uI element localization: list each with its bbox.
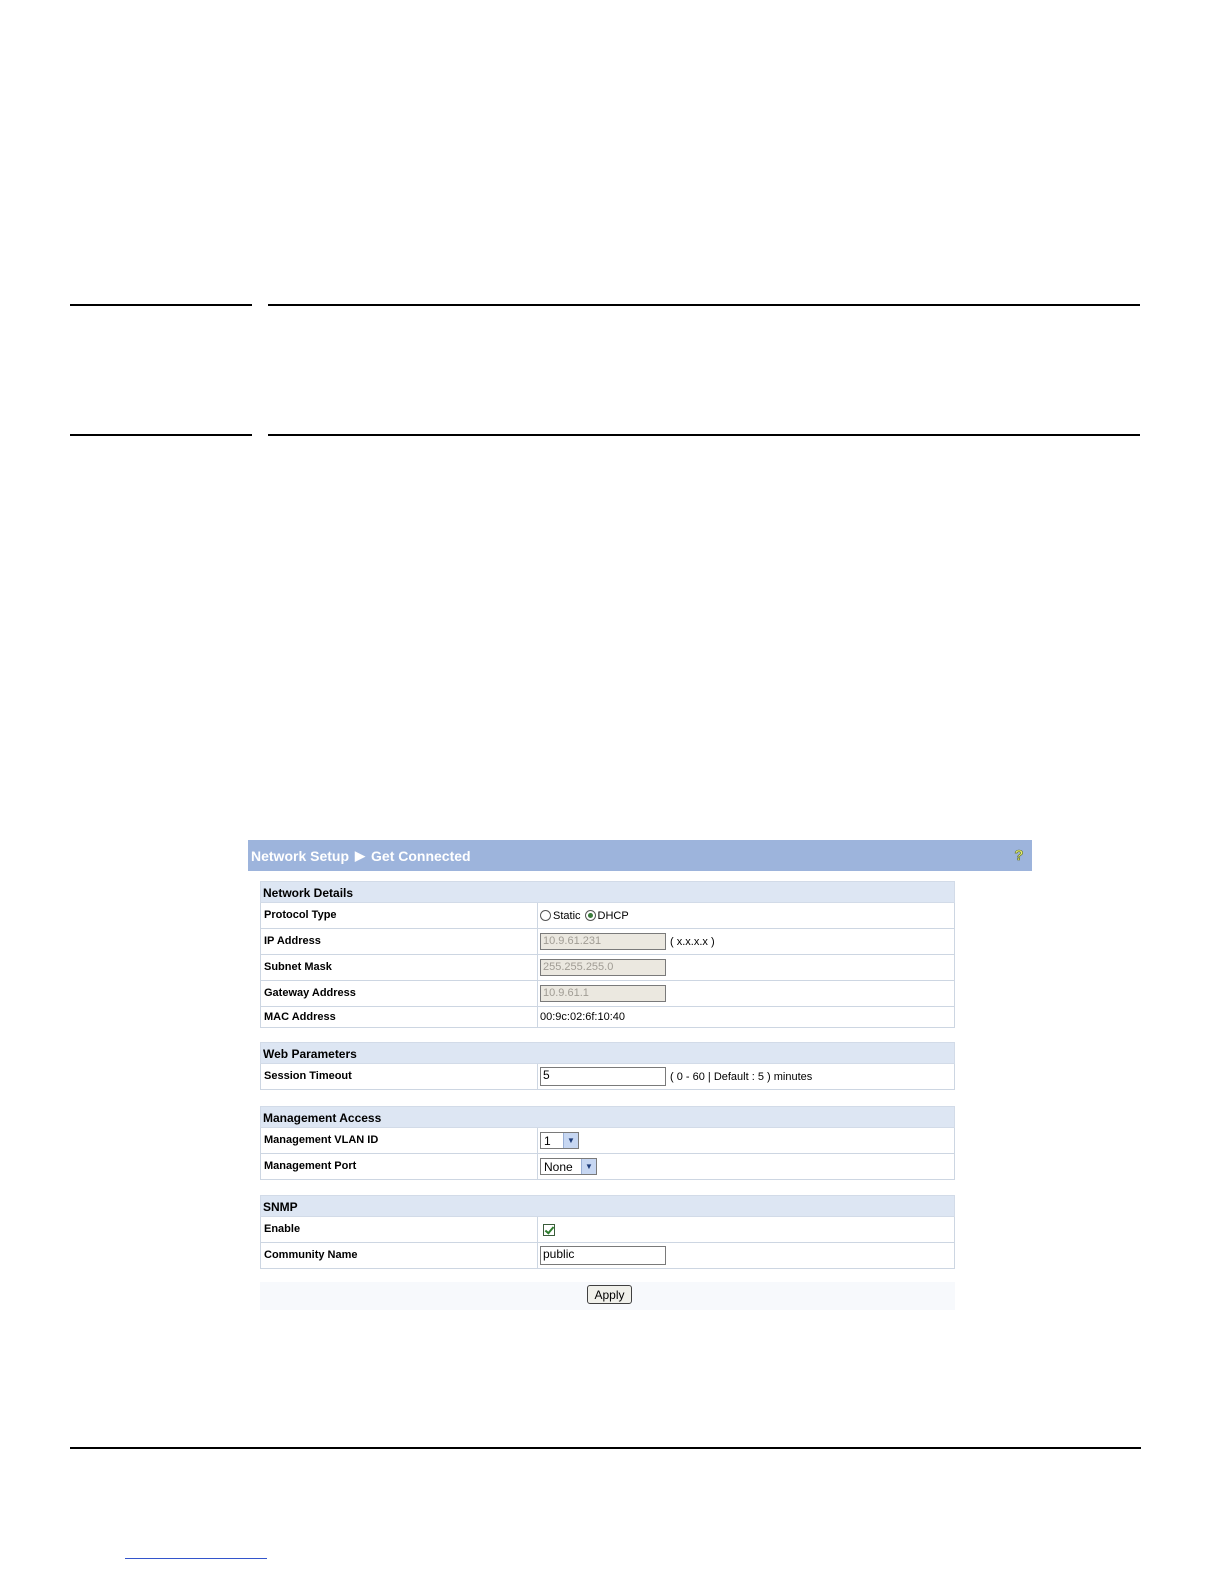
radio-dhcp[interactable] [585, 910, 596, 921]
ip-address-value [538, 929, 954, 954]
snmp-enable-row [260, 1217, 955, 1243]
apply-bar [260, 1282, 955, 1310]
mac-address-label: MAC Address [261, 1007, 538, 1027]
help-question-icon[interactable] [1011, 846, 1027, 864]
ip-address-label: IP Address [261, 929, 538, 954]
apply-button[interactable]: Apply [587, 1285, 632, 1304]
header-rule-right-top [268, 304, 1140, 306]
gateway-label: Gateway Address [261, 981, 538, 1006]
management-port-row [260, 1154, 955, 1180]
gateway-value [538, 981, 954, 1006]
section-header: SNMP [260, 1195, 955, 1217]
management-vlan-label: Management VLAN ID [261, 1128, 538, 1153]
session-timeout-label: Session Timeout [261, 1064, 538, 1089]
protocol-type-value [538, 903, 954, 928]
community-name-value [538, 1243, 954, 1268]
gateway-field: 10.9.61.1 [540, 985, 666, 1002]
management-port-select[interactable] [540, 1158, 597, 1175]
session-timeout-input[interactable]: 5 [540, 1067, 666, 1086]
radio-static-label: Static [553, 909, 581, 922]
web-ui-screen [248, 840, 1032, 1310]
management-vlan-value [538, 1128, 954, 1153]
header-rule-right-bottom [268, 434, 1140, 436]
section-header: Web Parameters [260, 1042, 955, 1064]
snmp-enable-checkbox[interactable] [543, 1224, 555, 1236]
breadcrumb-root[interactable]: Network Setup [251, 847, 350, 864]
snmp-enable-label: Enable [261, 1217, 538, 1242]
session-timeout-value [538, 1064, 954, 1089]
community-name-input[interactable]: public [540, 1246, 666, 1265]
footer-link-underline [125, 1558, 267, 1559]
management-vlan-select[interactable] [540, 1132, 579, 1149]
protocol-type-row [260, 903, 955, 929]
page-title-bar [248, 840, 1032, 871]
management-port-label: Management Port [261, 1154, 538, 1179]
subnet-mask-label: Subnet Mask [261, 955, 538, 980]
community-name-label: Community Name [261, 1243, 538, 1268]
footer-rule [70, 1447, 1141, 1449]
management-vlan-row [260, 1128, 955, 1154]
management-vlan-selected: 1 [544, 1133, 551, 1148]
snmp-section [260, 1195, 955, 1269]
radio-static[interactable] [540, 910, 551, 921]
management-port-value [538, 1154, 954, 1179]
chevron-down-icon[interactable]: ▼ [563, 1133, 578, 1148]
protocol-type-label: Protocol Type [261, 903, 538, 928]
mac-address-value: 00:9c:02:6f:10:40 [540, 1011, 626, 1023]
session-timeout-hint: ( 0 - 60 | Default : 5 ) minutes [670, 1070, 813, 1083]
svg-text:?: ? [1014, 847, 1024, 864]
ip-address-field: 10.9.61.231 [540, 933, 666, 950]
breadcrumb-current: Get Connected [371, 847, 471, 864]
radio-dhcp-label: DHCP [597, 909, 629, 922]
community-name-row [260, 1243, 955, 1269]
gateway-row [260, 981, 955, 1007]
management-access-section [260, 1106, 955, 1180]
subnet-mask-row [260, 955, 955, 981]
section-header: Network Details [260, 881, 955, 903]
section-header: Management Access [260, 1106, 955, 1128]
header-rule-left-bottom [70, 434, 252, 436]
subnet-mask-field: 255.255.255.0 [540, 959, 666, 976]
breadcrumb-separator-icon: ▶ [355, 847, 366, 863]
management-port-selected: None [544, 1159, 573, 1174]
subnet-mask-value [538, 955, 954, 980]
session-timeout-row [260, 1064, 955, 1090]
ip-address-hint: ( x.x.x.x ) [670, 935, 715, 948]
network-details-section [260, 881, 955, 1028]
header-rule-left-top [70, 304, 252, 306]
mac-address-row [260, 1007, 955, 1028]
snmp-enable-value [538, 1217, 954, 1242]
web-parameters-section [260, 1042, 955, 1090]
chevron-down-icon[interactable]: ▼ [581, 1159, 596, 1174]
ip-address-row [260, 929, 955, 955]
breadcrumb [248, 848, 471, 864]
